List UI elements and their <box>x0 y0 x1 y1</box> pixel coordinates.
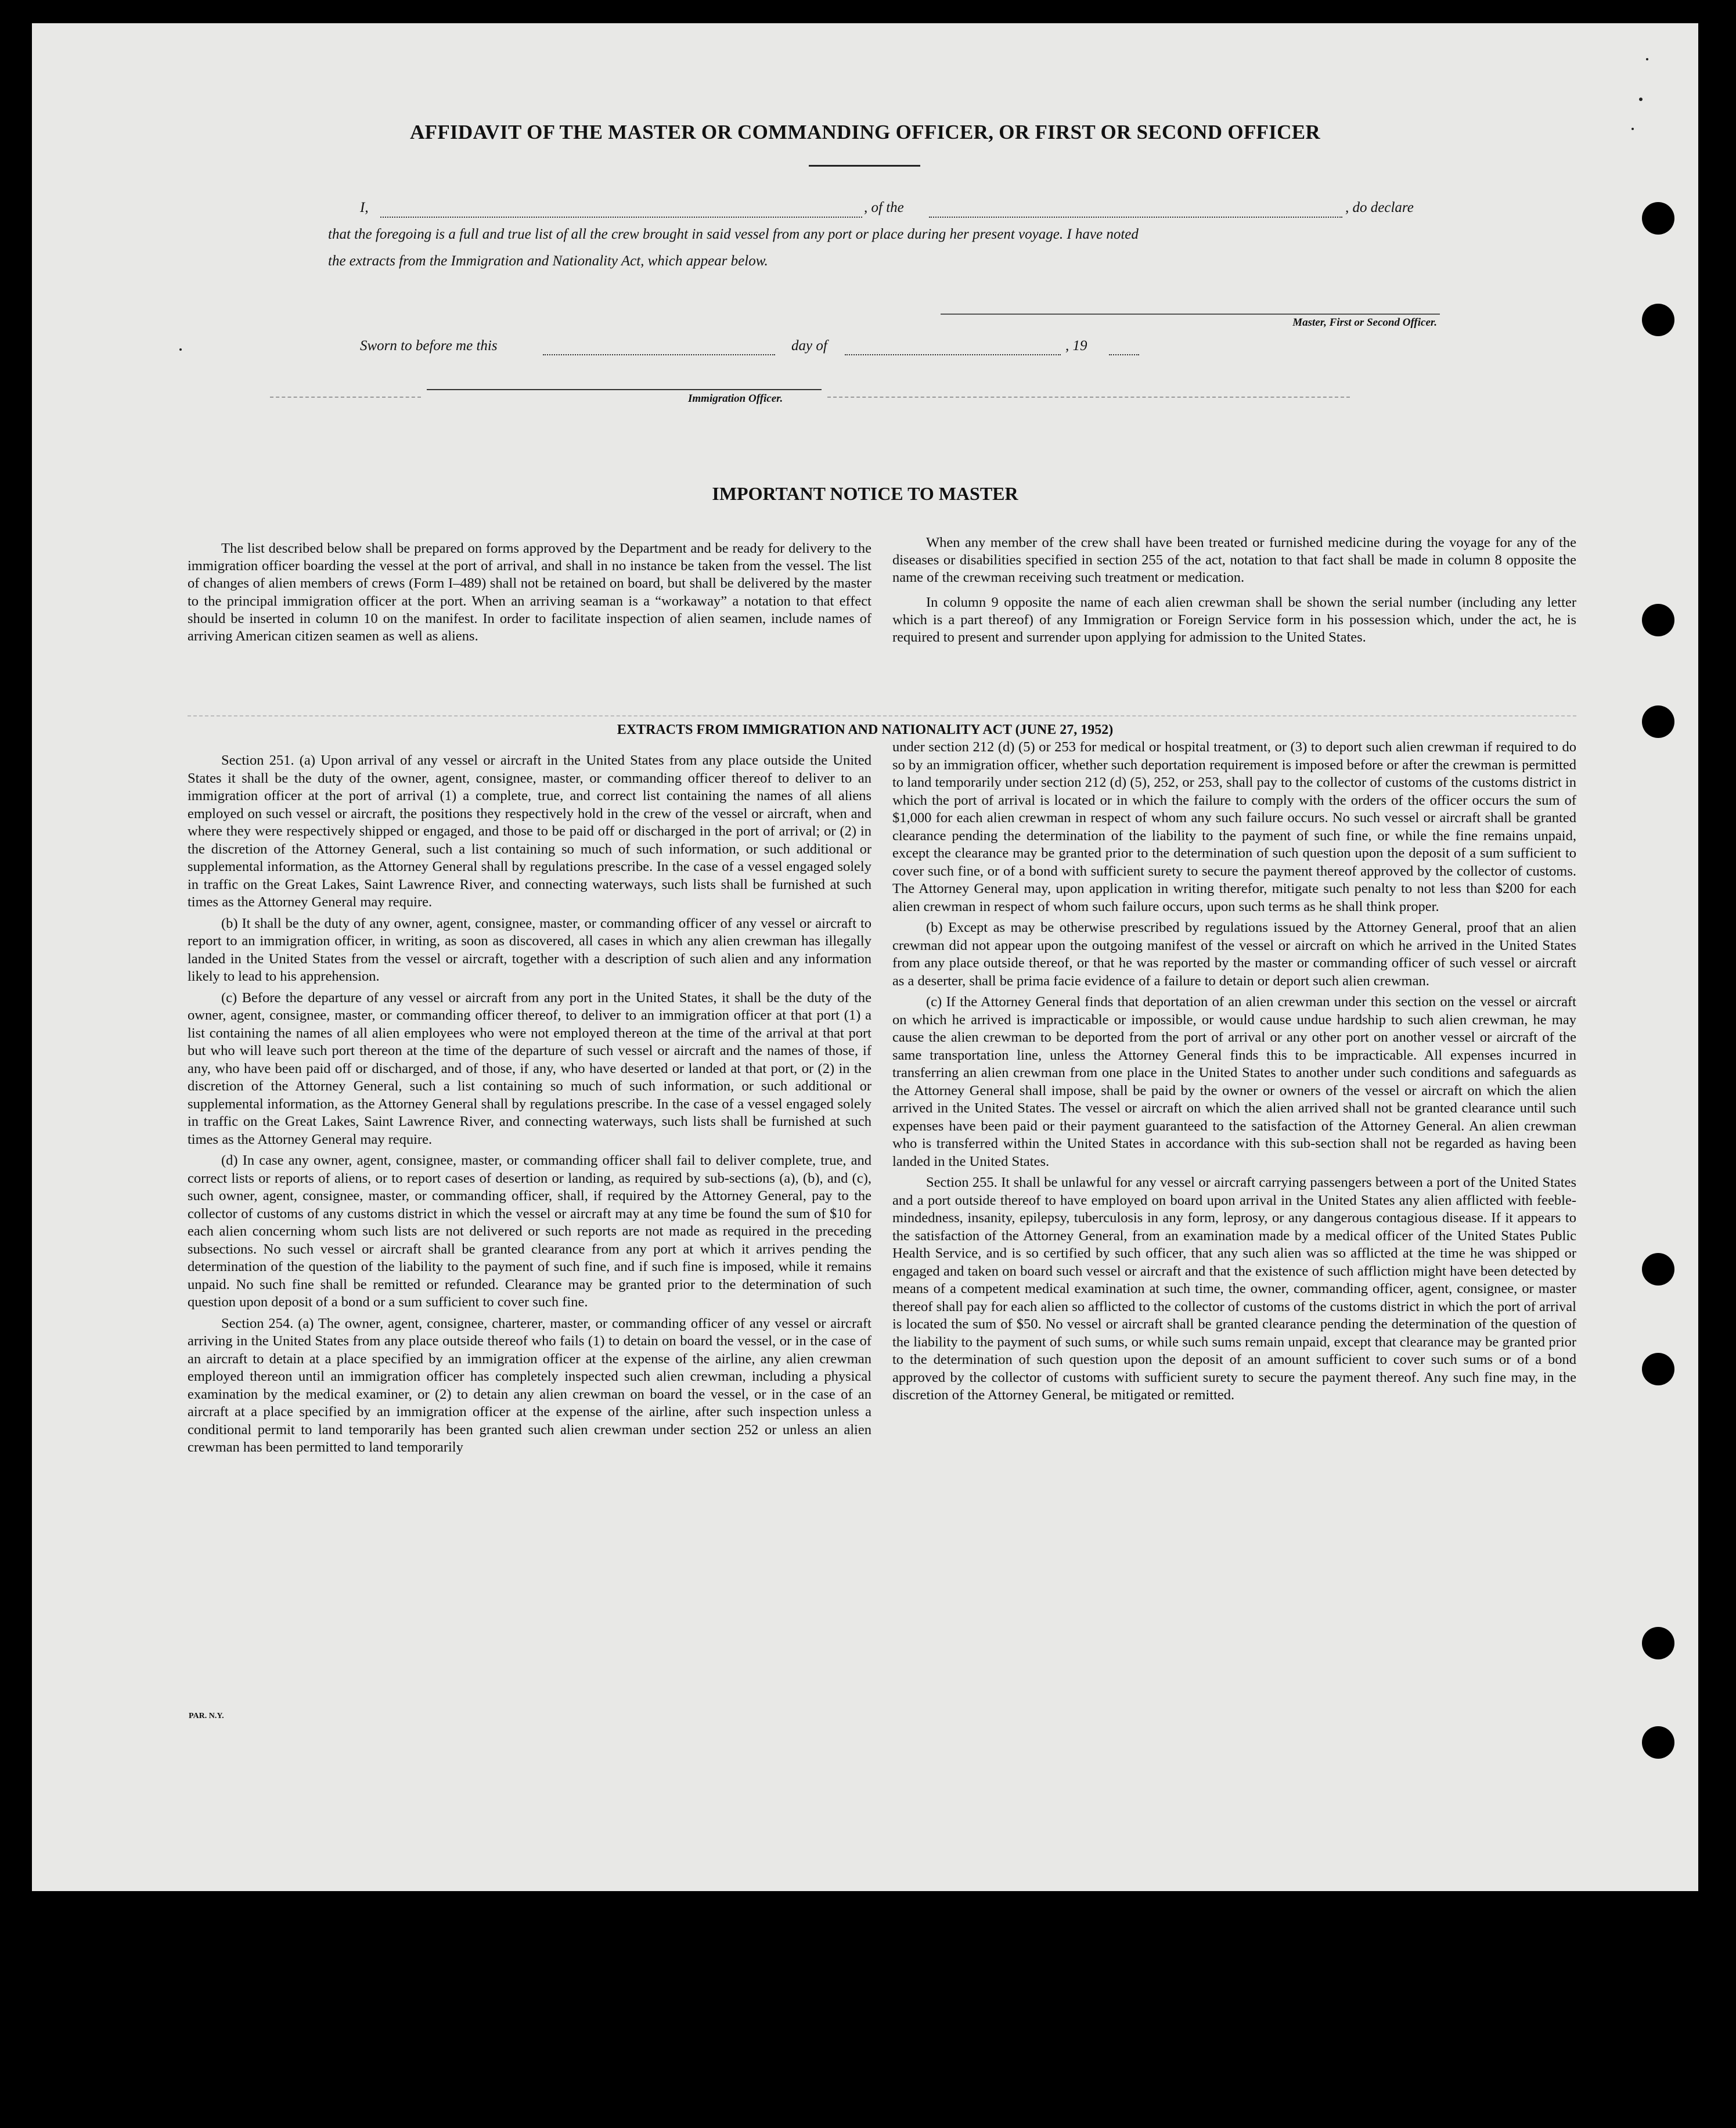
notice-left-paragraph: The list described below shall be prepared on forms approved by the Department and be ready for delivery to the immigration officer boarding the vessel at the port of arrival, and shall in no instance be taken from the vessel. The list of changes of alien members of crews (Form I–489) shall not be retained on board, but shall be delivered by the master to the principal immigration officer at the port. When an arriving seaman is a “workaway” a notation to that effect should be inserted in column 10 on the manifest. In order to facilitate inspection of alien seamen, include names of arriving American citizen seamen as well as aliens. <box>188 541 871 644</box>
master-caption: Master, First or Second Officer. <box>1292 316 1437 329</box>
sworn-month-field[interactable] <box>845 354 1061 355</box>
officer-caption: Immigration Officer. <box>688 393 783 405</box>
extract-paragraph: Section 254. (a) The owner, agent, consignee, charterer, master, or commanding officer of any vessel or aircraft arriving in the United States from any place outside thereof who fails (1) to detain on board the vessel, or in the case of an aircraft to detain at a place specified by an immigration officer at the expense of the airline, any alien crewman employed thereon until an immigration officer has completely inspected such alien crewman, including a physical examination by the medical examiner, or (2) to detain any alien crewman on board the vessel, or in the case of an aircraft at a place specified by an immigration officer at the expense of the airline, after such inspection unless a conditional permit to land temporarily has been granted such alien crewman under section 252 or unless an alien crewman has been permitted to land temporarily <box>188 1315 871 1455</box>
extract-paragraph: Section 255. It shall be unlawful for any vessel or aircraft carrying passengers between a port of the United States and a port outside thereof to have employed on board upon arrival in the United States any alien afflicted with feeble-mindedness, insanity, epilepsy, tuberculosis in any form, leprosy, or any dangerous contagious disease. If it appears to the satisfaction of the Attorney General, from an examination made by a medical officer of the United States Public Health Service, and is so certified by such officer, that any such alien was so afflicted at the time he was shipped or engaged and taken on board such vessel or aircraft and that the existence of such affliction might have been detected by means of a competent medical examination at such time, the owner, commanding officer, agent, consignee, or master thereof shall pay for each alien so afflicted to the collector of customs of the customs district in which the port of arrival is located the sum of $50. No vessel or aircraft shall be granted clearance pending the determination of the question of the liability to the payment of such sums, or while such sums remain unpaid, except that clearance may be granted prior to the determination of such question upon the deposit of an amount sufficient to cover such sums or of a bond approved by the collector of customs with sufficient surety to secure the payment thereof. Any such fine may, in the discretion of the Attorney General, be mitigated or remitted. <box>892 1175 1576 1403</box>
year-label: , 19 <box>1065 338 1087 354</box>
notice-right-paragraph: In column 9 opposite the name of each alien crewman shall be shown the serial number (including any letter which is a part thereof) of any Immigration or Foreign Service form in his possession which, under the act, he is required to present and surrender upon applying for admission to the United States. <box>892 594 1576 646</box>
sworn-label: Sworn to before me this <box>360 338 498 354</box>
notice-right-paragraph: When any member of the crew shall have been treated or furnished medicine during the voyage for any of the diseases or disabilities specified in section 255 of the act, notation to that fact shall be made in column 8 opposite the name of the crewman receiving such treatment or medication. <box>892 535 1576 586</box>
sworn-year-field[interactable] <box>1109 354 1139 355</box>
declarant-name-field[interactable] <box>380 217 862 218</box>
dust-speck <box>1639 98 1643 101</box>
master-signature-line[interactable] <box>941 314 1440 315</box>
extract-paragraph: Section 251. (a) Upon arrival of any vessel or aircraft in the United States from any place outside the United States it shall be the duty of the owner, agent, consignee, master, or commanding officer thereof to deliver to an immigration officer at the port of arrival (1) a complete, true, and correct list containing the names of all aliens employed on such vessel or aircraft, the positions they respectively hold in the crew of the vessel or aircraft, when and where they were respectively shipped or engaged, and those to be paid off or discharged in the port of arrival; or (2) in the discretion of the Attorney General, such a list containing so much of such information, or such additional or supplemental information, as the Attorney General shall by regulations prescribe. In the case of a vessel engaged solely in traffic on the Great Lakes, Saint Lawrence River, and connecting waterways, such lists shall be furnished at such times as the Attorney General may require. <box>188 752 871 910</box>
dust-speck <box>1646 58 1648 60</box>
faint-dash-row <box>270 397 421 398</box>
notice-right-column <box>892 534 1576 650</box>
punch-hole <box>1642 202 1674 235</box>
title-divider <box>809 165 920 167</box>
extract-paragraph: (c) If the Attorney General finds that deportation of an alien crewman under this section on the vessel or aircraft on which he arrived is impracticable or impossible, or would cause undue hardship to such alien crewman, he may cause the alien crewman to be deported from the port of arrival or any other port on another vessel or aircraft of the same transportation line, unless the Attorney General finds this to be impracticable. All expenses incurred in transferring an alien crewman from one place in the United States to another under such conditions and safeguards as the Attorney General shall impose, shall be paid by the owner or owners of the vessel or aircraft on which the alien arrived in the United States. The vessel or aircraft on which the alien arrived shall not be granted clearance until such expenses have been paid or their payment guaranteed to the satisfaction of the Attorney General. An alien crewman who is transferred within the United States in accordance with this sub-section shall not be regarded as having been landed in the United States. <box>892 994 1576 1169</box>
declaration-line-3: the extracts from the Immigration and Nationality Act, which appear below. <box>328 253 768 269</box>
dust-speck <box>179 348 182 351</box>
printer-mark: PAR. N.Y. <box>189 1712 224 1720</box>
officer-signature-line[interactable] <box>427 389 822 390</box>
extract-paragraph: (c) Before the departure of any vessel or aircraft from any port in the United States, it shall be the duty of the owner, agent, consignee, master, or commanding officer thereof, to deliver to an immigration officer at that port (1) a list containing the names of all alien employees who were not employed thereon at the time of the arrival at that port but who will leave such port thereon at the time of the departure of such vessel or aircraft and the names of those, if any, who have been paid off or discharged, and of those, if any, who have deserted or landed at that port, or (2) in the discretion of the Attorney General, such a list containing so much of such information, or such additional or supplemental information, as the Attorney General shall by regulations prescribe. In the case of a vessel engaged solely in traffic on the Great Lakes, Saint Lawrence River, and connecting waterways, such lists shall be furnished at such times as the Attorney General may require. <box>188 989 871 1147</box>
declare-i-label: I, <box>360 200 369 215</box>
extract-paragraph: (d) In case any owner, agent, consignee, master, or commanding officer shall fail to deliver complete, true, and correct lists or reports of aliens, or to report cases of desertion or landing, as required by sub-sections (a), (b), and (c), such owner, agent, consignee, master, or commanding officer, shall, if required by the Attorney General, pay to the collector of customs of any customs district in which the vessel or aircraft may at any time be found the sum of $10 for each alien concerning whom such lists are not delivered or such reports are not made as required in the preceding subsections. No such vessel or aircraft shall be granted clearance from any port at which it arrives pending the determination of the question of the liability to the payment of such fine, and if such fine is imposed, while it remains unpaid. No such fine shall be remitted or refunded. Clearance may be granted prior to the determination of such question upon deposit of a bond or a sum sufficient to cover such fine. <box>188 1153 871 1310</box>
faint-dash-row <box>827 397 1350 398</box>
affidavit-title: AFFIDAVIT OF THE MASTER OR COMMANDING OFFICER, OR FIRST OR SECOND OFFICER <box>410 121 1320 143</box>
sworn-date-field[interactable] <box>543 354 775 355</box>
punch-hole <box>1642 1253 1674 1286</box>
extracts-right-column <box>892 739 1576 1408</box>
punch-hole <box>1642 604 1674 636</box>
punch-hole <box>1642 1627 1674 1659</box>
extract-paragraph: (b) It shall be the duty of any owner, agent, consignee, master, or commanding officer of any vessel or aircraft to report to an immigration officer, in writing, as soon as discovered, all cases in which any alien crewman has illegally landed in the United States from the vessel or aircraft, together with a description of such alien and any information likely to lead to his apprehension. <box>188 915 871 984</box>
extracts-title: EXTRACTS FROM IMMIGRATION AND NATIONALITY ACT (JUNE 27, 1952) <box>617 722 1114 737</box>
notice-left-column <box>188 540 871 649</box>
punch-hole <box>1642 1726 1674 1759</box>
extract-paragraph: under section 212 (d) (5) or 253 for medical or hospital treatment, or (3) to deport such alien crewman if required to do so by an immigration officer, whether such deportation requirement is imposed before or after the crewman is permitted to land temporarily under section 212 (d) (5), 252, or 253, shall pay to the collector of customs of the customs district in which the port of arrival is located or in which the failure to comply with the orders of the officer occurs the sum of $1,000 for each alien crewman in respect of whom any such failure occurs. No such vessel or aircraft shall be granted clearance pending the determination of the liability to the payment of such fine, or while the fine remains unpaid, except the clearance may be granted prior to the determination of such question upon the deposit of a sum sufficient to cover such fine, or of a bond with sufficient surety to secure the payment thereof approved by the collector of customs. The Attorney General may, upon application in writing therefor, mitigate such penalty to not less than $200 for each alien crewman in respect of whom such failure occurs, upon such terms as he shall think proper. <box>892 739 1576 914</box>
day-of-label: day of <box>791 338 827 354</box>
extracts-left-column <box>188 752 871 1460</box>
notice-title: IMPORTANT NOTICE TO MASTER <box>712 483 1018 504</box>
do-declare-label: , do declare <box>1345 200 1414 215</box>
dust-speck <box>1631 128 1634 130</box>
extract-paragraph: (b) Except as may be otherwise prescribed by regulations issued by the Attorney General, proof that an alien crewman did not appear upon the outgoing manifest of the vessel or aircraft on which he arrived in the United States from any place outside thereof, or that he was reported by the master or commanding officer of such vessel or aircraft as a deserter, shall be prima facie evidence of a failure to detain or deport such alien crewman. <box>892 920 1576 989</box>
faint-dash-row <box>188 715 1576 716</box>
declaration-line-2: that the foregoing is a full and true list of all the crew brought in said vessel from any port or place during her present voyage. I have noted <box>328 226 1139 242</box>
vessel-name-field[interactable] <box>929 217 1342 218</box>
punch-hole <box>1642 705 1674 738</box>
punch-hole <box>1642 304 1674 336</box>
form-page <box>32 23 1698 1891</box>
of-the-label: , of the <box>864 200 904 215</box>
punch-hole <box>1642 1353 1674 1385</box>
